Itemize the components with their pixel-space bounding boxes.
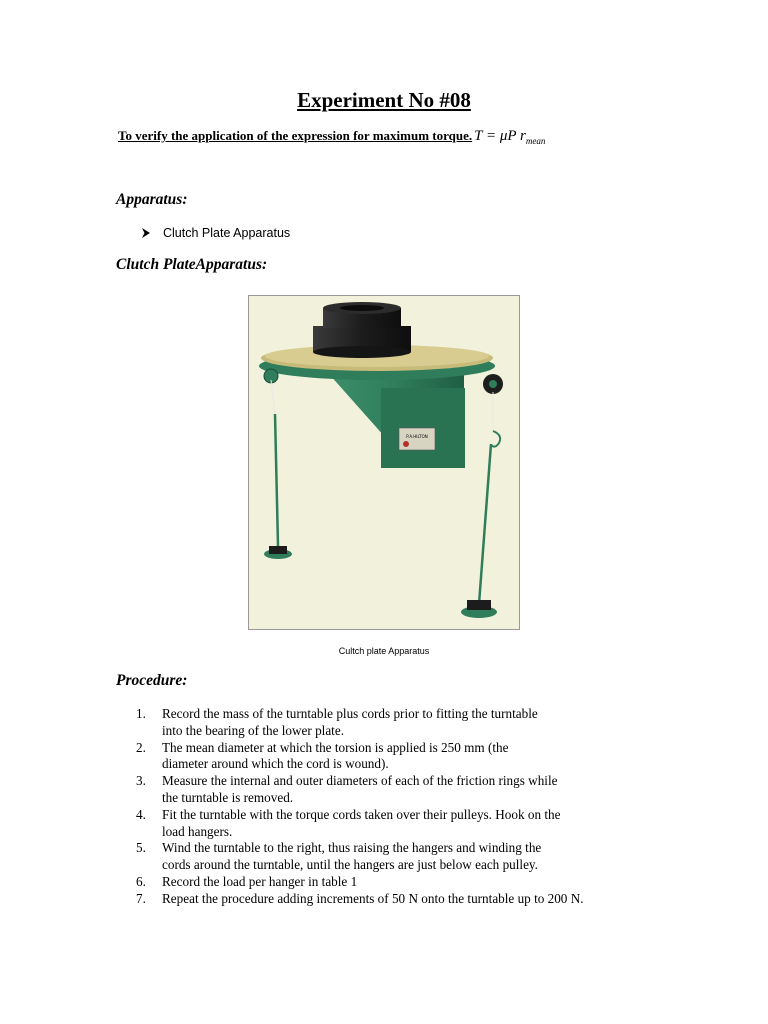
step-line: diameter around which the cord is wound). xyxy=(162,756,389,772)
procedure-step xyxy=(136,740,696,774)
page-title: Experiment No #08 xyxy=(297,88,471,112)
apparatus-item-label: Clutch Plate Apparatus xyxy=(163,226,291,240)
objective-line xyxy=(118,128,545,146)
objective-text: To verify the application of the expression for maximum torque. xyxy=(118,128,473,143)
torque-formula xyxy=(474,128,545,144)
step-line: the turntable is removed. xyxy=(162,789,294,805)
procedure-step xyxy=(136,773,696,807)
step-line: Record the mass of the turntable plus cords prior to fitting the turntable xyxy=(162,706,538,721)
apparatus-nameplate: P.A.HILTON xyxy=(406,434,428,439)
step-line: Fit the turntable with the torque cords taken over their pulleys. Hook on the xyxy=(162,806,561,822)
clutch-plate-heading: Clutch PlateApparatus: xyxy=(116,256,268,273)
step-line: Record the load per hanger in table 1 xyxy=(162,873,358,889)
procedure-list xyxy=(136,706,696,908)
procedure-step xyxy=(136,891,696,908)
apparatus-photo xyxy=(248,295,520,630)
formula-subscript: mean xyxy=(525,136,546,146)
step-line: load hangers. xyxy=(162,823,233,839)
step-text xyxy=(162,840,696,874)
figure-caption: Cultch plate Apparatus xyxy=(338,646,430,656)
step-number: 5. xyxy=(136,840,146,856)
arrow-bullet-icon xyxy=(141,228,151,238)
step-line: Measure the internal and outer diameters of each of the friction rings while xyxy=(162,773,558,789)
step-number: 4. xyxy=(136,806,146,822)
step-line: Wind the turntable to the right, thus raising the hangers and winding the xyxy=(162,840,542,856)
procedure-step xyxy=(136,807,696,841)
step-number: 6. xyxy=(136,873,146,889)
clutch-plate-illustration xyxy=(249,296,519,629)
step-text xyxy=(162,773,696,807)
step-line: into the bearing of the lower plate. xyxy=(162,722,344,738)
formula-main: T = μP r xyxy=(474,128,526,144)
procedure-step xyxy=(136,840,696,874)
procedure-step xyxy=(136,874,696,891)
step-line: The mean diameter at which the torsion is applied is 250 mm (the xyxy=(162,739,509,755)
procedure-heading: Procedure: xyxy=(116,672,188,689)
step-text xyxy=(162,740,696,774)
step-number: 2. xyxy=(136,739,146,755)
step-number: 7. xyxy=(136,890,146,906)
step-line: Repeat the procedure adding increments of 50 N onto the turntable up to 200 N. xyxy=(162,890,584,906)
step-line: cords around the turntable, until the hangers are just below each pulley. xyxy=(162,857,538,873)
step-text xyxy=(162,807,696,841)
step-number: 1. xyxy=(136,706,146,721)
apparatus-heading: Apparatus: xyxy=(116,191,188,208)
step-text xyxy=(162,891,696,908)
apparatus-list-item xyxy=(141,226,290,240)
step-number: 3. xyxy=(136,773,146,789)
step-text xyxy=(162,874,696,891)
procedure-step xyxy=(136,706,696,740)
step-text xyxy=(162,706,696,740)
